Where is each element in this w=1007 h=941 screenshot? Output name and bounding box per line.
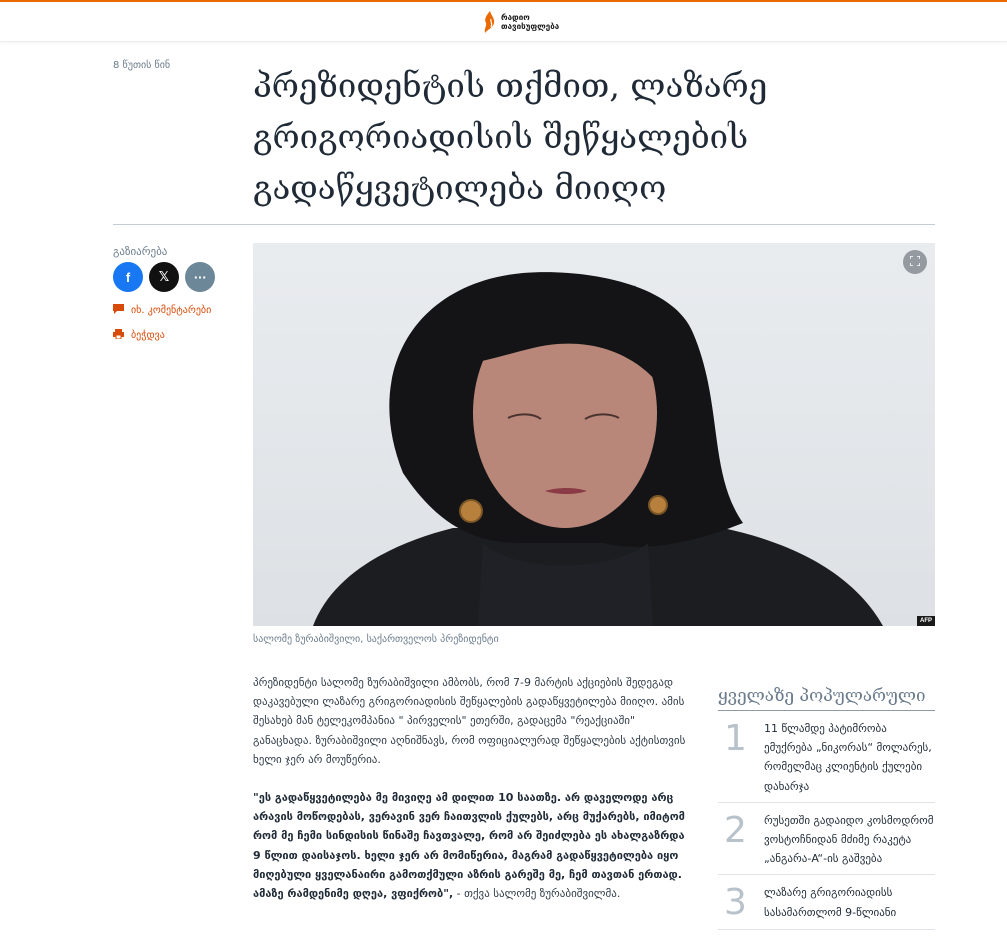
print-label: ბეჭდვა [131,330,165,341]
most-popular-title: ყველაზე პოპულარული [718,686,935,711]
print-icon [113,329,126,342]
popular-item-number: 2 [724,809,747,851]
popular-item-text[interactable]: ლაზარე გრიგორიადისს სასამართლომ 9-წლიანი [764,886,897,919]
popular-item[interactable] [718,875,935,930]
article-quote: "ეს გადაწყვეტილება მე მივიღე ამ დილით 10 საათზე. არ დაველოდე არც არავის მოწოდებას, ვერავინ ვერ ჩაითვლის ქულებს, არც მუქარებს, იმიტომ რომ მე ჩემი სინდისის წინაშე ჩავთვალე, რომ არ შეიძლება ეს ახალგაზრდა 9 წლით დაისაჯოს. ხელი ჯერ არ მომიწერია, მაგრამ გადაწყვეტილება იყო მიღებული ყველანაირი გამოთქმული აზრის გარეშე მე, ჩემ თავთან ერთად. ამაზე რამდენიმე დღეა, ვფიქრობ", [253,791,685,901]
more-icon: ··· [193,270,207,284]
print-link[interactable] [113,329,165,342]
header-divider [113,224,935,225]
top-bar [0,0,1007,42]
popular-item-number: 3 [724,882,747,924]
photo-caption: სალომე ზურაბიშვილი, საქართველოს პრეზიდენტი [253,634,499,645]
popular-item-number: 1 [724,718,747,759]
article-paragraph-2 [253,788,693,903]
most-popular-widget [718,686,935,930]
popular-item[interactable] [718,803,935,876]
article-photo[interactable] [253,243,935,626]
comments-label: იხ. კომენტარები [131,305,212,316]
comment-icon [113,304,126,317]
share-label: გაზიარება [113,245,168,258]
article-headline: პრეზიდენტის თქმით, ლაზარე გრიგორიადისის შეწყალების გადაწყვეტილება მიიღო [253,66,768,207]
more-share-button[interactable] [185,262,215,292]
flame-logo-icon [481,10,499,34]
facebook-share-button[interactable] [113,262,143,292]
fullscreen-button[interactable] [903,250,927,274]
logo-text [501,13,559,31]
portrait-illustration [253,243,935,626]
x-icon: 𝕏 [158,269,170,285]
popular-item-text[interactable]: რუსეთში გადაიდო კოსმოდრომ ვოსტოჩნიდან მძიმე რაკეტა „ანგარა-A“-ის გაშვება [764,813,934,866]
article-quote-tail: - თქვა სალომე ზურაბიშვილმა. [453,887,621,901]
article-paragraph-1: პრეზიდენტი სალომე ზურაბიშვილი ამბობს, რომ 7-9 მარტის აქციების შედეგად დაკავებული ლაზარე გრიგორიადისის შეწყალების გადაწყვეტილება მიიღო. ამის შესახებ მან ტელეკომპანია " პირველის" ეთერში, გადაცემა "რეაქციაში" განაცხადა. ზურაბიშვილი აღნიშნავს, რომ ოფიციალურად შეწყალების აქტისთვის ხელი ჯერ არ მოუწერია. [253,676,686,766]
expand-icon [910,255,920,269]
article-timestamp: 8 წუთის წინ [113,60,171,71]
facebook-icon: f [125,269,131,285]
popular-item-text[interactable]: 11 წლამდე პატიმრობა ემუქრება „ნიკორას“ მოლარეს, რომელმაც კლიენტის ქულები დახარჯა [764,722,932,793]
photo-credit: AFP [917,616,935,626]
popular-item[interactable] [718,711,935,803]
site-logo[interactable] [481,10,559,34]
logo-line-2: თავისუფლება [501,22,560,31]
x-share-button[interactable] [149,262,179,292]
logo-line-1: რადიო [501,13,530,22]
comments-link[interactable] [113,304,211,317]
